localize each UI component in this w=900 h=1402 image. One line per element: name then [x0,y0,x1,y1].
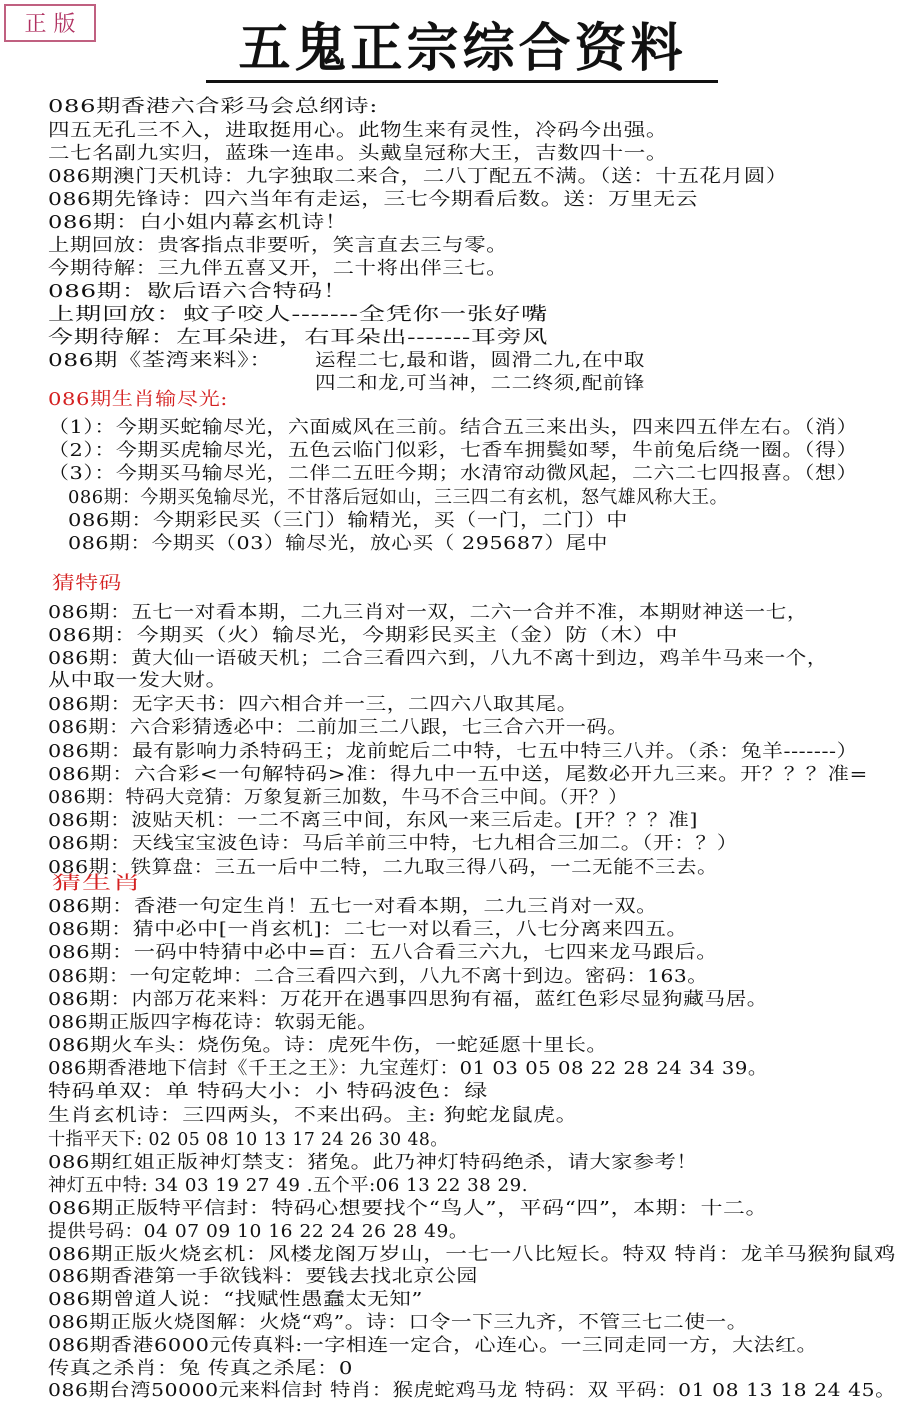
text-line: 086期红姐正版神灯禁支：猪兔。此乃神灯特码绝杀，请大家参考！ [48,1152,698,1173]
text-line: 四二和龙,可当神，二二终须,配前锋 [315,373,645,394]
text-line: 086期曾道人说：“找赋性愚蠢太无知” [48,1289,423,1310]
text-line: 今期待解：左耳朵进，右耳朵出-------耳旁风 [48,327,548,348]
text-line: 从中取一发大财。 [48,670,228,691]
section-heading: 猜特码 [52,573,122,594]
text-line: （3）：今期买马输尽光，二伴二五旺今期；水清帘动微风起，二六二七四报喜。（想） [48,463,858,484]
text-line: 086期：白小姐内幕玄机诗！ [48,212,348,233]
text-line: 086期：六合彩猜透必中：二前加三二八跟，七三合六开一码。 [48,717,628,738]
text-line: 086期正版火烧玄机：风楼龙阁万岁山，一七一八比短长。特双 特肖：龙羊马猴狗鼠鸡 [48,1244,896,1265]
text-line: 086期：歇后语六合特码！ [48,281,348,302]
text-line: 086期台湾50000元来料信封 特肖：猴虎蛇鸡马龙 特码：双 平码：01 08 13 18 24 45。 [48,1380,896,1401]
section-heading: 猜生肖 [52,873,142,894]
text-line: 086期正版火烧图解：火烧“鸡”。诗：口令一下三九齐，不管三七二使一。 [48,1312,749,1333]
text-line: 特码单双：单 特码大小：小 特码波色：绿 [48,1081,488,1102]
text-line: 传真之杀肖：兔 传真之杀尾：0 [48,1358,353,1379]
text-line: 086期：五七一对看本期，二九三肖对一双，二六一合并不准，本期财神送一七， [48,602,808,623]
text-line: 086期香港六合彩马会总纲诗: [48,96,378,117]
text-line: 086期香港第一手欲钱料：要钱去找北京公园 [48,1266,478,1287]
text-line: 086期：最有影响力杀特码王；龙前蛇后二中特，七五中特三八并。（杀：兔羊-------） [48,741,858,762]
text-line: 086期《荃湾来料》： [48,350,273,371]
text-line: 086期：无字天书：四六相合并一三，二四六八取其尾。 [48,694,578,715]
text-line: 086期：天线宝宝波色诗：马后羊前三中特，七九相合三加二。（开：？） [48,833,739,854]
section-heading: 086期生肖输尽光: [48,389,228,410]
text-line: 086期：一码中特猜中必中=百：五八合看三六九，七四来龙马跟后。 [48,942,718,963]
text-line: 086期：一句定乾坤：二合三看四六到，八九不离十到边。密码：163。 [48,966,708,987]
text-line: 086期：今期彩民买（三门）输精光，买（一门，二门）中 [68,510,628,531]
text-line: 086期：香港一句定生肖！五七一对看本期，二九三肖对一双。 [48,896,658,917]
authentic-badge: 正 版 [4,4,96,42]
text-line: 086期香港地下信封《千王之王》：九宝莲灯：01 03 05 08 22 28 24 34 39。 [48,1058,768,1079]
text-line: 086期：特码大竞猜：万象复新三加数，牛马不合三中间。（开？） [48,787,628,808]
text-line: 086期：猜中必中[一肖玄机]：二七一对以看三，八七分离来四五。 [48,919,688,940]
text-line: 086期：铁算盘：三五一后中二特，二九取三得八码，一二无能不三去。 [48,857,718,878]
text-line: 086期澳门天机诗：九字独取二来合，二八丁配五不满。（送：十五花月圆） [48,166,788,187]
text-line: 086期：黄大仙一语破天机；二合三看四六到，八九不离十到边，鸡羊牛马来一个， [48,648,828,669]
text-line: 086期香港6000元传真料:一字相连一定合，心连心。一三同走同一方，大法红。 [48,1335,818,1356]
page-title: 五鬼正宗综合资料 [238,19,687,79]
text-line: 四五无孔三不入，进取挺用心。此物生来有灵性，冷码今出强。 [48,120,668,141]
text-line: 上期回放：蚊子咬人-------全凭你一张好嘴 [48,304,548,325]
text-line: 086期正版四字梅花诗：软弱无能。 [48,1012,378,1033]
text-line: 086期火车头：烧伤兔。诗：虎死牛伤，一蛇延愿十里长。 [48,1035,608,1056]
text-line: 086期：今期买（火）输尽光，今期彩民买主（金）防（木）中 [48,625,678,646]
text-line: 086期：波贴天机：一二不离三中间，东风一来三后走。[开？？？准] [48,810,699,831]
text-line: 十指平天下: 02 05 08 10 13 17 24 26 30 48。 [48,1129,448,1150]
text-line: （2）：今期买虎输尽光，五色云临门似彩，七香车拥鬓如琴，牛前兔后绕一圈。（得） [48,440,858,461]
text-line: 今期待解：三九伴五喜又开，二十将出伴三七。 [48,258,508,279]
text-line: 二七名副九实归，蓝珠一连串。头戴皇冠称大王，吉数四十一。 [48,143,668,164]
text-line: 生肖玄机诗：三四两头，不来出码。主: 狗蛇龙鼠虎。 [48,1105,578,1126]
text-line: 086期先锋诗：四六当年有走运，三七今期看后数。送：万里无云 [48,189,698,210]
text-line: 086期：六合彩<一句解特码>准：得九中一五中送，尾数必开九三来。开？？？准= [48,764,868,785]
text-line: 上期回放：贵客指点非要听，笑言直去三与零。 [48,235,508,256]
text-line: 086期：内部万花来料：万花开在遇事四思狗有福，蓝红色彩尽显狗藏马居。 [48,989,768,1010]
text-line: 神灯五中特: 34 03 19 27 49 .五个平:06 13 22 38 29. [48,1175,528,1196]
text-line: 运程二七,最和谐，圆滑二九,在中取 [315,350,645,371]
text-line: 086期正版特平信封：特码心想要找个“鸟人”，平码“四”，本期：十二。 [48,1198,768,1219]
text-line: 086期：今期买（03）输尽光，放心买（ 295687）尾中 [68,533,608,554]
text-line: 提供号码：04 07 09 10 16 22 24 26 28 49。 [48,1221,469,1242]
text-line: 086期：今期买兔输尽光，不甘落后冠如山，三三四二有玄机，怒气雄风称大王。 [68,487,728,508]
text-line: （1）：今期买蛇输尽光，六面威风在三前。结合五三来出头，四来四五伴左右。（消） [48,417,858,438]
title-underline [206,80,718,83]
